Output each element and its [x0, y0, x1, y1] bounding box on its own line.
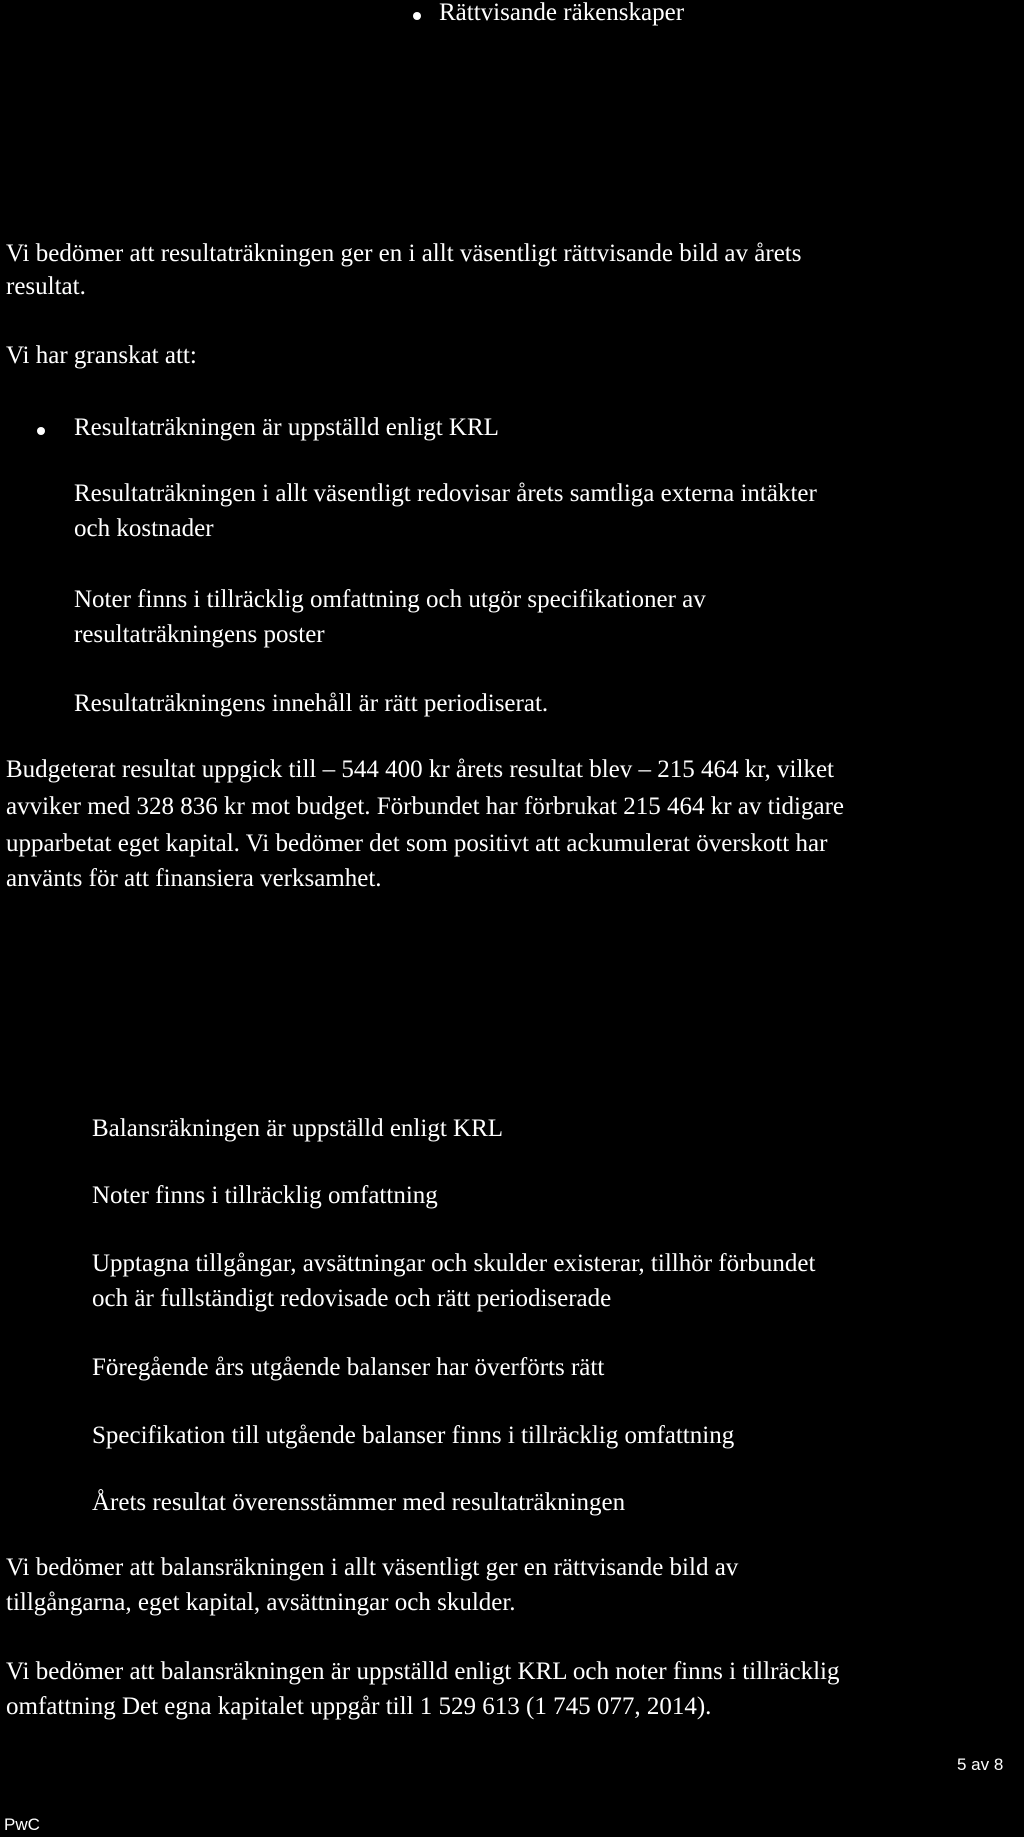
income-item-2-line-2: och kostnader: [74, 515, 214, 542]
balance-item-5: Specifikation till utgående balanser finns i tillräcklig omfattning: [92, 1422, 735, 1449]
bullet-icon: [413, 12, 421, 20]
balance-assessment-1-line-2: tillgångarna, eget kapital, avsättningar och skulder.: [6, 1589, 516, 1616]
balance-assessment-2-line-2: omfattning Det egna kapitalet uppgår till 1 529 613 (1 745 077, 2014).: [6, 1693, 712, 1720]
balance-item-4: Föregående års utgående balanser har överförts rätt: [92, 1354, 605, 1381]
bullet-icon: [37, 427, 45, 435]
balance-item-1: Balansräkningen är uppställd enligt KRL: [92, 1115, 504, 1142]
balance-item-6: Årets resultat överensstämmer med resultaträkningen: [92, 1489, 626, 1516]
income-item-1: Resultaträkningen är uppställd enligt KRL: [74, 414, 499, 441]
balance-item-3-line-2: och är fullständigt redovisade och rätt periodiserade: [92, 1285, 612, 1312]
income-item-3-line-1: Noter finns i tillräcklig omfattning och utgör specifikationer av: [74, 586, 706, 613]
income-assessment-line-1: Vi bedömer att resultaträkningen ger en i allt väsentligt rättvisande bild av årets: [6, 240, 802, 267]
review-intro: Vi har granskat att:: [6, 342, 197, 369]
balance-item-3-line-1: Upptagna tillgångar, avsättningar och skulder existerar, tillhör förbundet: [92, 1250, 816, 1277]
section-bullet-heading: Rättvisande räkenskaper: [439, 0, 685, 26]
brand-logo-text: PwC: [4, 1815, 40, 1834]
income-item-4: Resultaträkningens innehåll är rätt periodiserat.: [74, 690, 549, 717]
budget-paragraph-line-4: använts för att finansiera verksamhet.: [6, 865, 382, 892]
budget-paragraph-line-3: upparbetat eget kapital. Vi bedömer det som positivt att ackumulerat överskott har: [6, 830, 828, 857]
income-item-2-line-1: Resultaträkningen i allt väsentligt redovisar årets samtliga externa intäkter: [74, 480, 817, 507]
budget-paragraph-line-1: Budgeterat resultat uppgick till – 544 400 kr årets resultat blev – 215 464 kr, vilket: [6, 756, 834, 783]
budget-paragraph-line-2: avviker med 328 836 kr mot budget. Förbundet har förbrukat 215 464 kr av tidigare: [6, 793, 845, 820]
balance-assessment-1-line-1: Vi bedömer att balansräkningen i allt väsentligt ger en rättvisande bild av: [6, 1554, 739, 1581]
income-assessment-line-2: resultat.: [6, 273, 86, 300]
balance-assessment-2-line-1: Vi bedömer att balansräkningen är uppställd enligt KRL och noter finns i tillräcklig: [6, 1658, 840, 1685]
page-number: 5 av 8: [957, 1755, 1004, 1774]
income-item-3-line-2: resultaträkningens poster: [74, 621, 325, 648]
balance-item-2: Noter finns i tillräcklig omfattning: [92, 1182, 438, 1209]
